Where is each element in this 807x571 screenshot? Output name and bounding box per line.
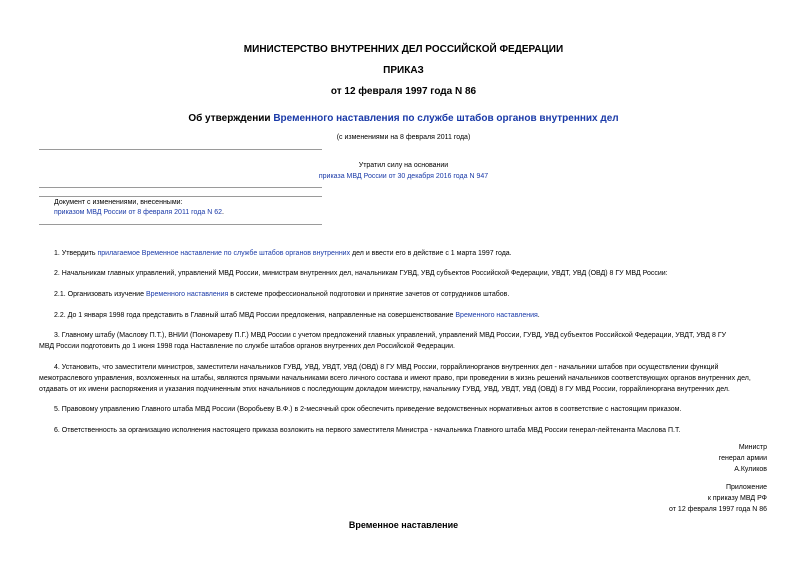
order-title: ПРИКАЗ <box>383 65 424 76</box>
paragraph-3-line-1: 3. Главному штабу (Маслову П.Т.), ВНИИ (Пономареву П.Г.) МВД России с учетом предложений главных управлений, управлений МВД России, ГУВД, УВД субъектов Российской Федерации, УВДТ, УВД 8 ГУ <box>54 332 727 339</box>
paragraph-4-line-2: межотраслевого управления, возложенных на штабы, являются прямыми начальниками всего личного состава и имеют право, при проведении в жизнь решений начальников соответствующих органов внутренних дел, <box>39 375 751 382</box>
paragraph-1 <box>39 248 767 259</box>
divider <box>39 187 322 188</box>
appendix-order-ref: к приказу МВД РФ <box>707 495 767 502</box>
signature-block <box>719 442 767 475</box>
paragraph-3-line-2: МВД России подготовить до 1 июня 1998 года Наставление по службе штабов органов внутренних дел Российской Федерации. <box>39 343 455 350</box>
document-title <box>0 113 807 124</box>
doc-note-text: Документ с изменениями, внесенными: <box>54 199 183 206</box>
appendix-label: Приложение <box>725 484 767 491</box>
p1-start: 1. Утвердить <box>54 250 98 257</box>
document-title-prefix: Об утверждении <box>188 113 274 124</box>
appendix-date: от 12 февраля 1997 года N 86 <box>669 506 767 513</box>
order-date: от 12 февраля 1997 года N 86 <box>330 86 477 97</box>
divider <box>39 224 322 225</box>
p22-end: . <box>537 312 540 319</box>
paragraph-4-line-1: 4. Установить, что заместители министров, заместители начальников ГУВД, УВД, УВДТ, УВД (ОВД) 8 ГУ МВД России, горрайлинорганов внутренних дел - начальники штабов при осуществлении функций <box>54 364 719 371</box>
lost-force-link[interactable]: приказа МВД России от 30 декабря 2016 года N 947 <box>318 173 489 180</box>
signature-name: А.Куликов <box>734 466 767 473</box>
amending-order-link[interactable]: приказом МВД России от 8 февраля 2011 года N 62 <box>54 209 223 216</box>
paragraph-2-1 <box>39 289 767 300</box>
temporary-manual-link-2[interactable]: Временного наставления <box>145 291 229 298</box>
signature-rank: генерал армии <box>718 455 767 462</box>
ministry-title: МИНИСТЕРСТВО ВНУТРЕННИХ ДЕЛ РОССИЙСКОЙ ФЕДЕРАЦИИ <box>243 44 564 55</box>
appendix-heading: Временное наставление <box>348 520 459 530</box>
paragraph-4-line-3: отдавать от их имени распоряжения и указания подчиненным этих начальников с последующим докладом министру, начальнику ГУВД, УВД, УВДТ, УВД (ОВД) 8 ГУ МВД России, горрайлиноргана внутренних дел. <box>39 386 730 393</box>
amendments-note: (с изменениями на 8 февраля 2011 года) <box>336 134 471 141</box>
paragraph-2-2 <box>39 310 767 321</box>
temporary-manual-link-3[interactable]: Временного наставления <box>455 312 538 319</box>
doc-note-link-line <box>54 209 224 216</box>
appendix-link[interactable]: прилагаемое Временное наставление по службе штабов органов внутренних <box>97 250 351 257</box>
period: . <box>222 209 224 216</box>
paragraph-6: 6. Ответственность за организацию исполнения настоящего приказа возложить на первого заместителя Министра - начальника Главного штаба МВД России генерал-лейтенанта Маслова П.Т. <box>54 427 681 434</box>
lost-force-text: Утратил силу на основании <box>358 162 449 169</box>
p21-start: 2.1. Организовать изучение <box>54 291 146 298</box>
paragraph-5: 5. Правовому управлению Главного штаба МВД России (Воробьеву В.Ф.) в 2-месячный срок обеспечить приведение ведомственных нормативных актов в соответствие с настоящим приказом. <box>54 406 682 413</box>
p21-end: в системе профессиональной подготовки и принятие зачетов от сотрудников штабов. <box>228 291 510 298</box>
temporary-manual-link[interactable]: Временного наставления по службе штабов органов внутренних дел <box>273 113 619 124</box>
signature-position: Министр <box>738 444 767 451</box>
p1-end: дел и ввести его в действие с 1 марта 1997 года. <box>350 250 512 257</box>
p22-start: 2.2. До 1 января 1998 года представить в Главный штаб МВД России предложения, направленные на совершенствование <box>54 312 456 319</box>
paragraph-2: 2. Начальникам главных управлений, управлений МВД России, министрам внутренних дел, начальникам ГУВД, УВД субъектов Российской Федерации, УВДТ, УВД (ОВД) 8 ГУ МВД России: <box>54 270 668 277</box>
appendix-block <box>669 482 767 515</box>
divider <box>39 196 322 197</box>
divider <box>39 149 322 150</box>
